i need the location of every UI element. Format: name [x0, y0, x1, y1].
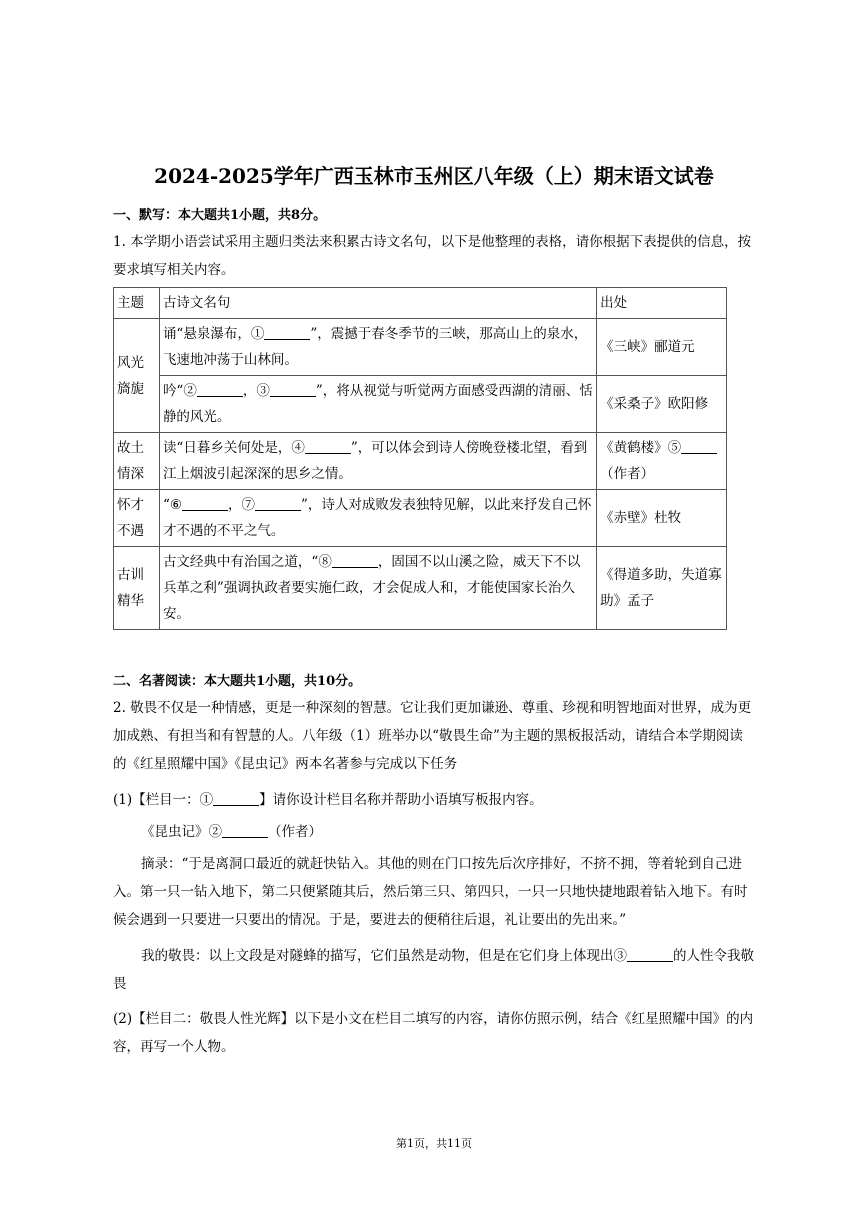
verse-text: 吟“② — [162, 383, 197, 399]
question-text: （作者） — [268, 824, 322, 840]
respect-text — [113, 942, 754, 998]
theme-cell: 故土情深 — [114, 433, 160, 490]
verse-cell — [159, 433, 596, 490]
answer-blank[interactable] — [255, 496, 301, 511]
table-row — [114, 433, 727, 490]
question-text: 我的敬畏：以上文段是对隧蜂的描写，它们虽然是动物，但是在它们身上体现出③ — [141, 948, 627, 964]
table-row — [114, 547, 727, 630]
book-author-line — [113, 818, 754, 846]
source-cell: 《赤壁》杜牧 — [597, 490, 727, 547]
verse-text: ，固国不以山溪之险，威天下不以兵革之利”强调执政者要实施仁政，才会促成人和，才能使国家长治久安。 — [162, 554, 581, 622]
theme-cell: 风光旖旎 — [114, 319, 160, 433]
answer-blank[interactable] — [305, 439, 351, 454]
table-row — [114, 319, 727, 376]
question-2-1 — [113, 786, 754, 814]
answer-blank[interactable] — [332, 553, 378, 568]
page-footer: 第1页，共11页 — [396, 1137, 472, 1150]
table-header-row — [114, 288, 727, 319]
question-text: 】请你设计栏目名称并帮助小语填写板报内容。 — [259, 792, 543, 808]
table-row — [114, 376, 727, 433]
answer-blank[interactable] — [627, 947, 673, 962]
verse-cell — [159, 490, 596, 547]
answer-blank[interactable] — [270, 382, 316, 397]
verse-text: 诵“悬泉瀑布，① — [162, 326, 265, 342]
answer-blank[interactable] — [264, 325, 310, 340]
excerpt-text: 摘录：“于是离洞口最近的就赶快钻入。其他的则在门口按先后次序排好，不挤不拥，等着轮到自己进入。第一只一钻入地下，第二只便紧随其后，然后第三只、第四只，一只一只地快捷地跟着钻入地下。有时候会遇到一只要进一只要出的情况。于是，要进去的便稍往后退，礼让要出的先出来。” — [113, 856, 748, 928]
question-2-text: 2. 敬畏不仅是一种情感，更是一种深刻的智慧。它让我们更加谦逊、尊重、珍视和明智地面对世界，成为更加成熟、有担当和有智慧的人。八年级（1）班举办以“敬畏生命”为主题的黑板报活动，请结合本学期阅读的《红星照耀中国》《昆虫记》两本名著参与完成以下任务 — [113, 700, 752, 772]
verse-text: 读“日暮乡关何处是，④ — [162, 440, 305, 456]
section-2-heading: 二、名著阅读：本大题共1小题，共10分。 — [113, 674, 362, 689]
poetry-table — [113, 287, 727, 630]
verse-text: ”，可以体会到诗人傍晚登楼北望，看到江上烟波引起深深的思乡之情。 — [162, 440, 588, 482]
table-header: 古诗文名句 — [159, 288, 596, 319]
answer-blank[interactable] — [213, 791, 259, 806]
answer-blank[interactable] — [222, 823, 268, 838]
verse-text: ”，震撼于春冬季节的三峡，那高山上的泉水，飞速地冲荡于山林间。 — [162, 326, 588, 368]
question-text: (1)【栏目一：① — [113, 792, 214, 808]
verse-text: ，③ — [242, 383, 270, 399]
answer-blank[interactable] — [681, 439, 717, 454]
theme-cell: 怀才不遇 — [114, 490, 160, 547]
question-text: 《昆虫记》② — [141, 824, 222, 840]
question-2-2: (2)【栏目二：敬畏人性光辉】以下是小文在栏目二填写的内容，请你仿照示例，结合《红星照耀中国》的内容，再写一个人物。 — [113, 1011, 754, 1055]
verse-text: “⑥ — [162, 497, 182, 513]
source-cell: 《三峡》郦道元 — [597, 319, 727, 376]
page-title: 2024-2025学年广西玉林市玉州区八年级（上）期末语文试卷 — [154, 164, 714, 188]
source-cell — [597, 433, 727, 490]
source-cell: 《采桑子》欧阳修 — [597, 376, 727, 433]
question-1-text: 1. 本学期小语尝试采用主题归类法来积累古诗文名句，以下是他整理的表格，请你根据下表提供的信息，按要求填写相关内容。 — [113, 234, 752, 278]
source-text: （作者） — [600, 466, 655, 482]
answer-blank[interactable] — [182, 496, 228, 511]
verse-text: ，⑦ — [227, 497, 255, 513]
verse-text: ”，将从视觉与听觉两方面感受西湖的清丽、恬静的风光。 — [162, 383, 593, 425]
source-cell: 《得道多助，失道寡助》孟子 — [597, 547, 727, 630]
verse-cell — [159, 376, 596, 433]
verse-cell — [159, 547, 596, 630]
theme-cell: 古训精华 — [114, 547, 160, 630]
source-text: 《黄鹤楼》⑤ — [600, 440, 682, 456]
question-text: 的人性令我敬畏 — [113, 948, 754, 992]
section-1-heading: 一、默写：本大题共1小题，共8分。 — [113, 208, 327, 223]
answer-blank[interactable] — [197, 382, 243, 397]
verse-cell — [159, 319, 596, 376]
table-header: 出处 — [597, 288, 727, 319]
verse-text: ”，诗人对成败发表独特见解，以此来抒发自己怀才不遇的不平之气。 — [162, 497, 592, 539]
table-header: 主题 — [114, 288, 160, 319]
table-row — [114, 490, 727, 547]
verse-text: 古文经典中有治国之道，“⑧ — [162, 554, 332, 570]
